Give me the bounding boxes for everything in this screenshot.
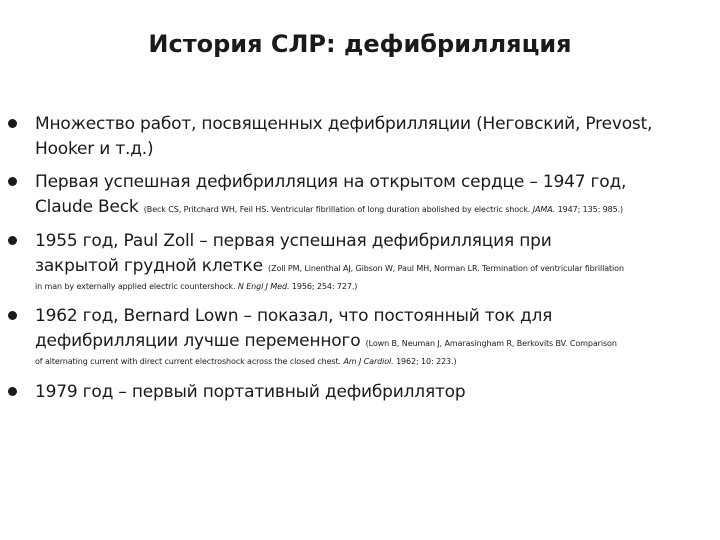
bullet-text: 1979 год – первый портативный дефибриллятор [35, 382, 466, 402]
bullet-text: Множество работ, посвященных дефибрилляции (Неговский, Prevost, Hooker и т.д.) [35, 114, 653, 159]
bullet-dot-icon [8, 119, 17, 128]
journal-name: JAMA. [532, 205, 556, 214]
citation: (Lown B, Neuman J, Amarasingham R, Berkovits BV. Comparison [365, 339, 617, 348]
bullet-dot-icon [8, 387, 17, 396]
slide-title: История СЛР: дефибрилляция [148, 30, 572, 58]
bullet-text: 1955 год, Paul Zoll – первая успешная дефибрилляция при [35, 231, 552, 251]
bullet-text: 1962 год, Bernard Lown – показал, что постоянный ток для [35, 306, 553, 326]
bullet-text: дефибрилляции лучше переменного [35, 331, 361, 351]
citation: (Beck CS, Pritchard WH, Feil HS. Ventricular fibrillation of long duration abolished by electric shock. JAMA. 1947; 135: 985.) [143, 205, 624, 214]
bullet-text: Claude Beck [35, 197, 139, 217]
bullet-dot-icon [8, 311, 17, 320]
journal-name: N Engl J Med. [237, 282, 290, 291]
bullet-text: закрытой грудной клетке [35, 256, 263, 276]
citation: of alternating current with direct current electroshock across the closed chest. Am J Cardiol. 1962; 10: 223.) [35, 357, 457, 366]
bullet-text: Первая успешная дефибрилляция на открытом сердце – 1947 год, [35, 172, 627, 192]
citation: (Zoll PM, Linenthal AJ, Gibson W, Paul MH, Norman LR. Termination of ventricular fibrillation [268, 264, 624, 273]
bullet-dot-icon [8, 177, 17, 186]
citation: in man by externally applied electric countershock. N Engl J Med. 1956; 254: 727.) [35, 282, 358, 291]
journal-name: Am J Cardiol. [343, 357, 394, 366]
bullet-dot-icon [8, 236, 17, 245]
